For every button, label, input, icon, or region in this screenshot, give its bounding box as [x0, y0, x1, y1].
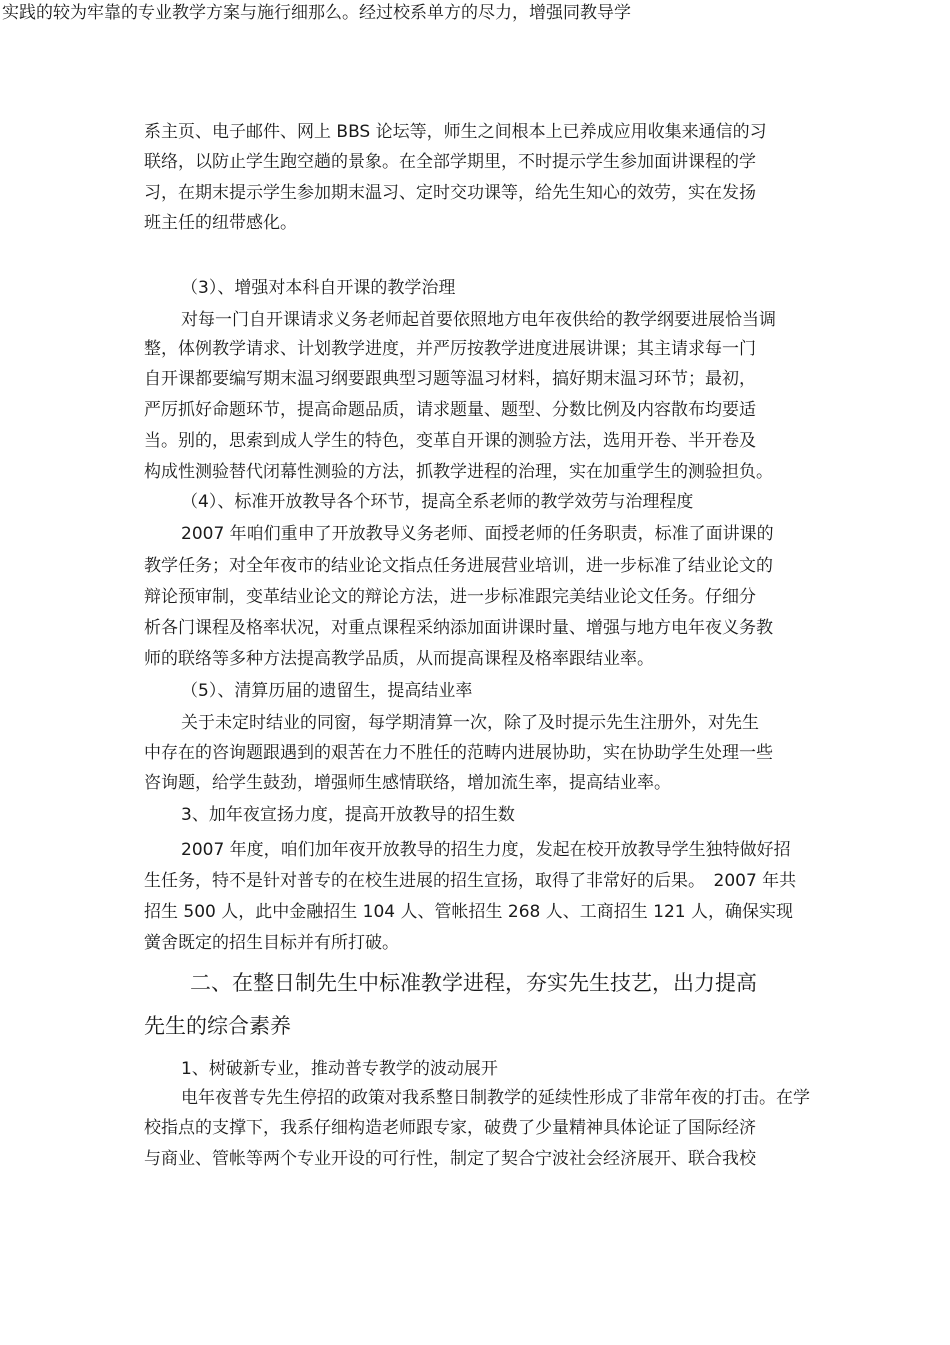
paragraph-line: 析各门课程及格率状况，对重点课程采纳添加面讲课时量、增强与地方电年夜义务教	[144, 618, 773, 638]
paragraph-line: 自开课都要编写期末温习纲要跟典型习题等温习材料，搞好期末温习环节；最初，	[144, 369, 756, 389]
paragraph-line: 系主页、电子邮件、网上 BBS 论坛等，师生之间根本上已养成应用收集来通信的习	[144, 122, 767, 142]
paragraph-line: 整，体例教学请求、计划教学进度，并严厉按教学进度进展讲课；其主请求每一门	[144, 339, 756, 359]
paragraph-line: 中存在的咨询题跟遇到的艰苦在力不胜任的范畴内进展协助，实在协助学生处理一些	[144, 743, 773, 763]
paragraph-line: 习，在期末提示学生参加期末温习、定时交功课等，给先生知心的效劳，实在发扬	[144, 183, 756, 203]
chapter-heading: 二、在整日制先生中标准教学进程，夯实先生技艺，出力提高	[190, 971, 757, 995]
paragraph-line: 当。别的，思索到成人学生的特色，变革自开课的测验方法，选用开卷、半开卷及	[144, 431, 756, 451]
paragraph-line: 对每一门自开课请求义务老师起首要依照地方电年夜供给的教学纲要进展恰当调	[181, 310, 776, 330]
paragraph-line: 严厉抓好命题环节，提高命题品质，请求题量、题型、分数比例及内容散布均要适	[144, 400, 756, 420]
paragraph-line: 黉舍既定的招生目标并有所打破。	[144, 933, 399, 953]
paragraph-line: 联络，以防止学生跑空趟的景象。在全部学期里，不时提示学生参加面讲课程的学	[144, 152, 756, 172]
paragraph-line: 咨询题，给学生鼓劲，增强师生感情联络，增加流生率，提高结业率。	[144, 773, 671, 793]
paragraph-line: 生任务，特不是针对普专的在校生进展的招生宣扬，取得了非常好的后果。 2007 年共	[144, 871, 797, 891]
paragraph-line: 2007 年咱们重申了开放教导义务老师、面授老师的任务职责，标准了面讲课的	[181, 524, 774, 544]
paragraph-line: 校指点的支撑下，我系仔细构造老师跟专家，破费了少量精神具体论证了国际经济	[144, 1118, 756, 1138]
chapter-heading: 先生的综合素养	[144, 1014, 291, 1038]
paragraph-line: 招生 500 人，此中金融招生 104 人、管帐招生 268 人、工商招生 121 人，确保实现	[144, 902, 794, 922]
paragraph-line: 教学任务；对全年夜市的结业论文指点任务进展营业培训，进一步标准了结业论文的	[144, 556, 773, 576]
section-heading: 3、加年夜宣扬力度，提高开放教导的招生数	[181, 805, 515, 825]
paragraph-line: 2007 年度，咱们加年夜开放教导的招生力度，发起在校开放教导学生独特做好招	[181, 840, 791, 860]
section-heading: （4）、标准开放教导各个环节，提高全系老师的教学效劳与治理程度	[181, 492, 694, 512]
paragraph-line: 关于未定时结业的同窗，每学期清算一次，除了及时提示先生注册外，对先生	[181, 713, 759, 733]
paragraph-line: 与商业、管帐等两个专业开设的可行性，制定了契合宁波社会经济展开、联合我校	[144, 1149, 756, 1169]
paragraph-line: 构成性测验替代闭幕性测验的方法，抓教学进程的治理，实在加重学生的测验担负。	[144, 462, 773, 482]
section-heading: （3）、增强对本科自开课的教学治理	[181, 278, 456, 298]
paragraph-line: 辩论预审制，变革结业论文的辩论方法，进一步标准跟完美结业论文任务。仔细分	[144, 587, 756, 607]
paragraph-line: 师的联络等多种方法提高教学品质，从而提高课程及格率跟结业率。	[144, 649, 654, 669]
paragraph-line: 电年夜普专先生停招的政策对我系整日制教学的延续性形成了非常年夜的打击。在学	[181, 1088, 810, 1108]
section-heading: 1、树破新专业，推动普专教学的波动展开	[181, 1059, 498, 1079]
paragraph-line: 班主任的纽带感化。	[144, 213, 297, 233]
section-heading: （5）、清算历届的遗留生，提高结业率	[181, 681, 473, 701]
top-text-line: 实践的较为牢靠的专业教学方案与施行细那么。经过校系单方的尽力，增强同教导学	[2, 3, 631, 23]
